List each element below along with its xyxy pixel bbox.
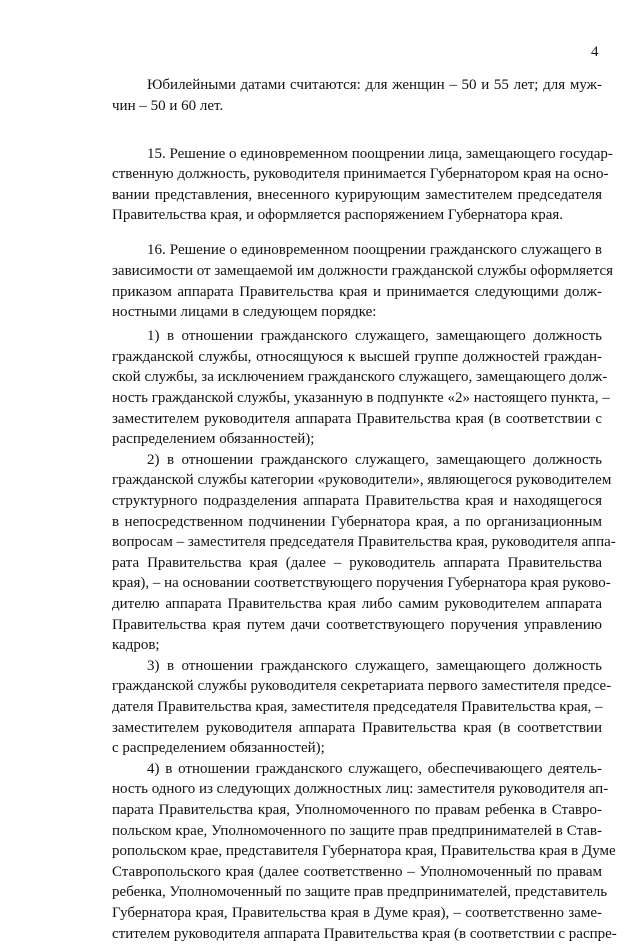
- text-line: чин – 50 и 60 лет.: [112, 97, 224, 114]
- text-line: гражданской службы руководителя секретариата первого заместителя предсе-: [112, 678, 612, 695]
- text-line: Правительства края, и оформляется распоряжением Губернатора края.: [112, 207, 564, 224]
- text-line: кадров;: [112, 637, 160, 654]
- page-number: 4: [591, 44, 599, 60]
- text-line: зависимости от замещаемой им должности гражданской службы оформляется: [112, 263, 613, 279]
- text-line: рата Правительства края (далее – руководитель аппарата Правительства: [112, 554, 602, 571]
- text-line: ность гражданской службы, указанную в подпункте «2» настоящего пункта, –: [112, 390, 610, 406]
- text-line: ственную должность, руководителя принимается Губернатором края на осно-: [112, 166, 609, 183]
- text-line: Юбилейными датами считаются: для женщин – 50 и 55 лет; для муж-: [147, 77, 602, 93]
- text-line: Правительства края путем дачи соответствующего поручения управлению: [112, 616, 602, 633]
- text-line: 16. Решение о единовременном поощрении гражданского служащего в: [147, 242, 602, 259]
- text-line: в непосредственном подчинении Губернатора края, а по организационным: [112, 513, 602, 530]
- text-line: гражданской службы, относящуюся к высшей группе должностей граждан-: [112, 348, 602, 365]
- text-line: дителю аппарата Правительства края либо самим руководителем аппарата: [112, 596, 602, 612]
- text-line: 4) в отношении гражданского служащего, обеспечивающего деятель-: [147, 760, 602, 777]
- text-line: структурного подразделения аппарата Правительства края и находящегося: [112, 493, 602, 509]
- text-line: дателя Правительства края, заместителя председателя Правительства края, –: [112, 699, 603, 715]
- text-line: 1) в отношении гражданского служащего, замещающего должность: [147, 328, 602, 345]
- text-line: 3) в отношении гражданского служащего, замещающего должность: [147, 657, 602, 674]
- text-line: с распределением обязанностей);: [112, 740, 325, 757]
- text-line: вании представления, внесенного курирующим заместителем председателя: [112, 186, 602, 203]
- text-line: 15. Решение о единовременном поощрении лица, замещающего государ-: [147, 145, 613, 162]
- text-line: Ставропольского края (далее соответственно – Уполномоченный по правам: [112, 863, 602, 880]
- text-line: гражданской службы категории «руководители», являющегося руководителем: [112, 472, 612, 489]
- text-line: ропольском крае, представителя Губернатора края, Правительства края в Думе: [112, 843, 616, 860]
- text-line: ской службы, за исключением гражданского служащего, замещающего долж-: [112, 369, 608, 386]
- text-line: стителем руководителя аппарата Правительства края (в соответствии с распре-: [112, 925, 617, 942]
- text-line: вопросам – заместителя председателя Правительства края, руководителя аппа-: [112, 534, 616, 551]
- text-line: парата Правительства края, Уполномоченного по правам ребенка в Ставро-: [112, 802, 602, 818]
- text-line: заместителем руководителя аппарата Правительства края (в соответствии с: [112, 410, 602, 427]
- text-line: ребенка, Уполномоченный по защите прав предпринимателей, представитель: [112, 884, 608, 901]
- text-line: польском крае, Уполномоченного по защите прав предпринимателей в Став-: [112, 822, 602, 839]
- text-line: 2) в отношении гражданского служащего, замещающего должность: [147, 451, 602, 468]
- text-line: края), – на основании соответствующего поручения Губернатора края руково-: [112, 575, 611, 592]
- text-line: приказом аппарата Правительства края и принимается следующими долж-: [112, 283, 602, 300]
- text-line: ностными лицами в следующем порядке:: [112, 304, 377, 321]
- text-line: заместителем руководителя аппарата Правительства края (в соответствии: [112, 719, 602, 736]
- text-line: распределением обязанностей);: [112, 431, 315, 448]
- text-line: Губернатора края, Правительства края в Думе края), – соответственно заме-: [112, 905, 602, 921]
- text-line: ность одного из следующих должностных лиц: заместителя руководителя ап-: [112, 781, 609, 798]
